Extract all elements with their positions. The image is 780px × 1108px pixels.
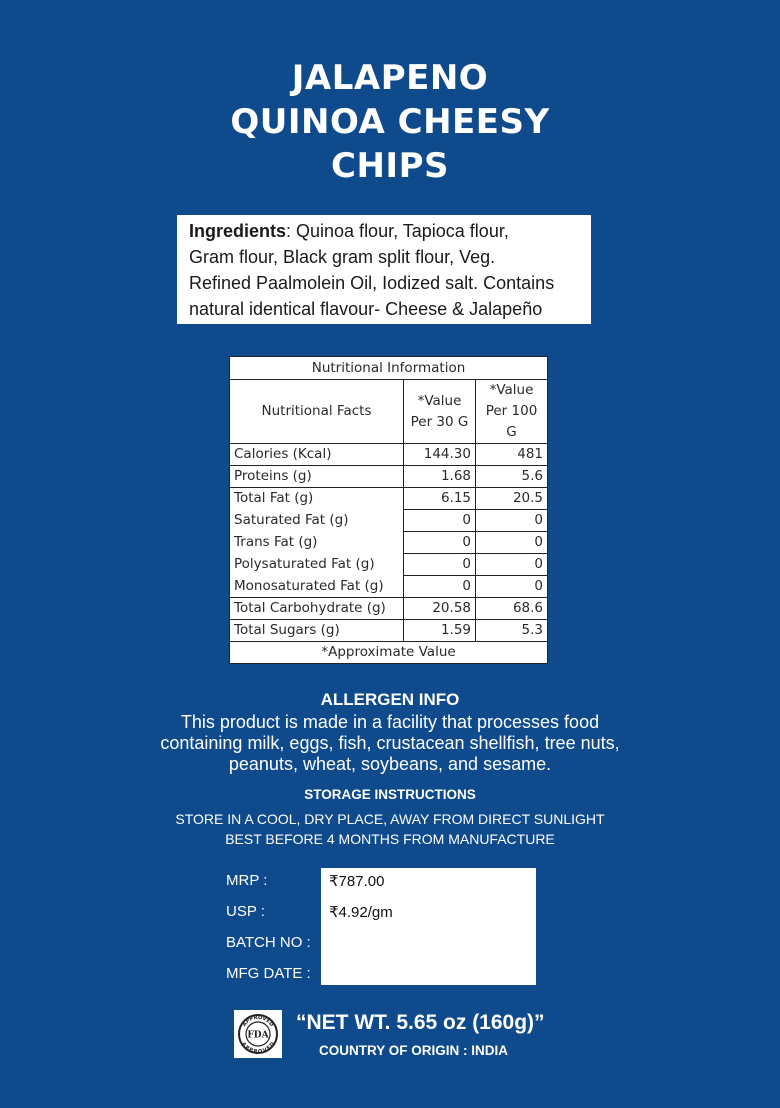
- title-line: JALAPENO: [291, 58, 489, 98]
- allergen-heading: ALLERGEN INFO: [320, 690, 460, 709]
- value-per-100g: 5.3: [476, 620, 548, 642]
- nutrition-table: [229, 356, 548, 664]
- value-per-100g: 481: [476, 444, 548, 466]
- fda-approved-icon: [234, 1010, 282, 1058]
- ingredients-panel: [177, 215, 591, 324]
- value-per-100g: 0: [476, 554, 548, 576]
- batch-label: BATCH NO :: [226, 934, 311, 951]
- mrp-label: MRP :: [226, 872, 268, 889]
- row-label: Total Fat (g): [230, 488, 404, 510]
- row-label: Calories (Kcal): [230, 444, 404, 466]
- value-per-30g: 0: [404, 554, 476, 576]
- ingredients-line: Refined Paalmolein Oil, Iodized salt. Contains: [189, 273, 555, 293]
- table-row: [230, 554, 548, 576]
- usp-label: USP :: [226, 903, 265, 920]
- nutrition-table-title: Nutritional Information: [230, 357, 548, 380]
- badge-center-text: FDA: [247, 1030, 269, 1041]
- badge-bottom-text: APPROVED: [239, 1041, 277, 1056]
- price-labels: [226, 870, 311, 994]
- value-per-100g: 0: [476, 510, 548, 532]
- value-per-30g: 20.58: [404, 598, 476, 620]
- table-footnote: *Approximate Value: [230, 642, 548, 664]
- value-per-30g: 144.30: [404, 444, 476, 466]
- table-row: [230, 620, 548, 642]
- row-label: Total Sugars (g): [230, 620, 404, 642]
- row-label: Total Carbohydrate (g): [230, 598, 404, 620]
- column-header: Nutritional Facts: [230, 380, 404, 444]
- storage-line: BEST BEFORE 4 MONTHS FROM MANUFACTURE: [225, 831, 555, 847]
- table-row: [230, 488, 548, 510]
- mfg-date-label: MFG DATE :: [226, 965, 311, 982]
- table-row: [230, 532, 548, 554]
- title-line: QUINOA CHEESY: [230, 102, 550, 142]
- usp-value: ₹4.92/gm: [329, 904, 393, 921]
- table-row: [230, 598, 548, 620]
- allergen-section: [0, 690, 780, 775]
- nutrition-table-panel: [229, 356, 547, 664]
- value-per-30g: 1.68: [404, 466, 476, 488]
- value-per-100g: 68.6: [476, 598, 548, 620]
- value-per-30g: 6.15: [404, 488, 476, 510]
- value-per-100g: 20.5: [476, 488, 548, 510]
- net-weight: “NET WT. 5.65 oz (160g)”: [296, 1011, 545, 1034]
- row-label: Proteins (g): [230, 466, 404, 488]
- column-header: *Value Per 30 G: [404, 380, 476, 444]
- country-of-origin: COUNTRY OF ORIGIN : INDIA: [319, 1043, 508, 1058]
- storage-section: [0, 787, 780, 849]
- value-per-100g: 5.6: [476, 466, 548, 488]
- ingredients-line: Gram flour, Black gram split flour, Veg.: [189, 247, 496, 267]
- badge-top-text: APPROVED: [241, 1014, 275, 1028]
- ingredients-line: : Quinoa flour, Tapioca flour,: [286, 221, 509, 241]
- storage-heading: STORAGE INSTRUCTIONS: [304, 787, 476, 802]
- value-per-100g: 0: [476, 532, 548, 554]
- table-row: [230, 576, 548, 598]
- price-box: [321, 868, 536, 985]
- table-row: [230, 444, 548, 466]
- table-row: [230, 466, 548, 488]
- ingredients-label: Ingredients: [189, 221, 287, 241]
- ingredients-line: natural identical flavour- Cheese & Jalapeño: [189, 299, 543, 319]
- column-header: *Value Per 100 G: [476, 380, 548, 444]
- title-line: CHIPS: [331, 146, 449, 186]
- allergen-text: This product is made in a facility that processes food containing milk, eggs, fish, crustacean shellfish, tree nuts, peanuts, wheat, soybeans, and sesame.: [160, 712, 620, 774]
- value-per-30g: 0: [404, 532, 476, 554]
- storage-line: STORE IN A COOL, DRY PLACE, AWAY FROM DIRECT SUNLIGHT: [175, 811, 605, 827]
- value-per-30g: 1.59: [404, 620, 476, 642]
- row-label: Monosaturated Fat (g): [230, 576, 404, 598]
- row-label: Saturated Fat (g): [230, 510, 404, 532]
- row-label: Polysaturated Fat (g): [230, 554, 404, 576]
- product-title: [0, 56, 780, 188]
- mrp-value: ₹787.00: [329, 873, 385, 890]
- value-per-30g: 0: [404, 576, 476, 598]
- row-label: Trans Fat (g): [230, 532, 404, 554]
- value-per-100g: 0: [476, 576, 548, 598]
- value-per-30g: 0: [404, 510, 476, 532]
- table-row: [230, 510, 548, 532]
